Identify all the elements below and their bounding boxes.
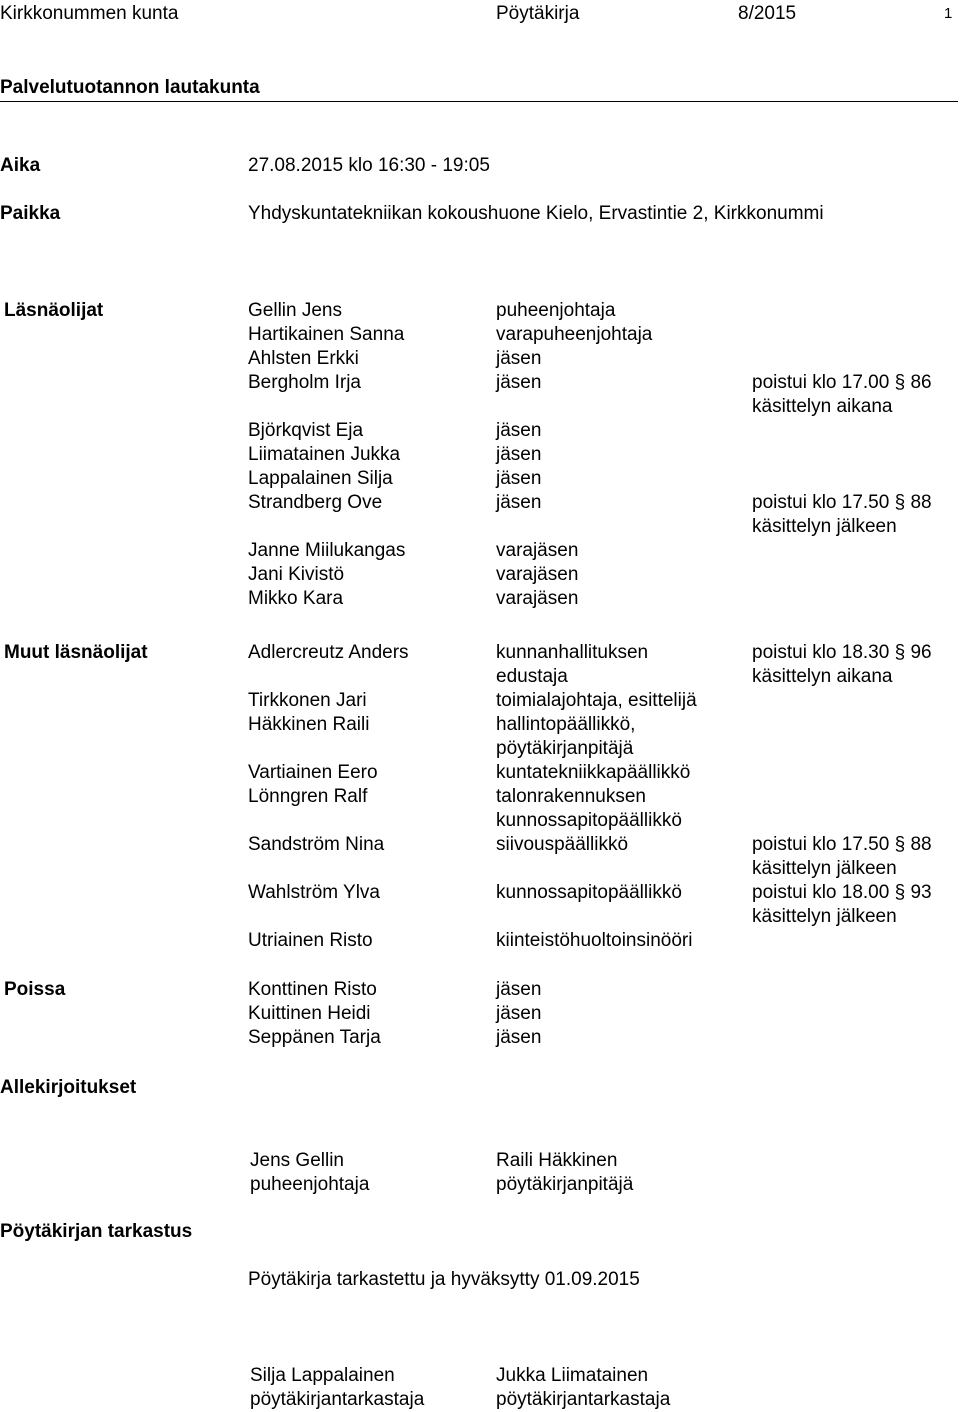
absent-label: Poissa <box>4 979 66 1000</box>
member-note: poistui klo 17.50 § 88 <box>752 492 932 513</box>
absent-name: Kuittinen Heidi <box>248 1003 371 1024</box>
chair-signature-name: Jens Gellin <box>250 1150 344 1171</box>
member-note-cont: käsittelyn aikana <box>752 396 893 417</box>
member-role: jäsen <box>496 348 542 369</box>
review-statement: Pöytäkirja tarkastettu ja hyväksytty 01.09.2015 <box>248 1269 640 1290</box>
attendee-name: Häkkinen Raili <box>248 714 370 735</box>
reviewer2-name: Jukka Liimatainen <box>496 1365 649 1386</box>
place-value: Yhdyskuntatekniikan kokoushuone Kielo, Ervastintie 2, Kirkkonummi <box>248 203 824 224</box>
attendee-role: kunnossapitopäällikkö <box>496 882 682 903</box>
secretary-signature-title: pöytäkirjanpitäjä <box>496 1174 634 1195</box>
attendee-note: poistui klo 17.50 § 88 <box>752 834 932 855</box>
attendee-role: kuntatekniikkapäällikkö <box>496 762 691 783</box>
attendee-name: Vartiainen Eero <box>248 762 378 783</box>
absent-name: Konttinen Risto <box>248 979 377 1000</box>
member-name: Lappalainen Silja <box>248 468 393 489</box>
absent-name: Seppänen Tarja <box>248 1027 381 1048</box>
member-name: Ahlsten Erkki <box>248 348 359 369</box>
member-name: Bergholm Irja <box>248 372 361 393</box>
member-name: Björkqvist Eja <box>248 420 364 441</box>
reviewer1-title: pöytäkirjantarkastaja <box>250 1389 425 1410</box>
member-role: puheenjohtaja <box>496 300 616 321</box>
member-name: Strandberg Ove <box>248 492 383 513</box>
attendee-note: poistui klo 18.30 § 96 <box>752 642 932 663</box>
member-role: jäsen <box>496 468 542 489</box>
attendee-note-cont: käsittelyn aikana <box>752 666 893 687</box>
attendee-name: Sandström Nina <box>248 834 385 855</box>
member-name: Liimatainen Jukka <box>248 444 401 465</box>
page-number: 1 <box>944 5 953 22</box>
attendee-role-cont: kunnossapitopäällikkö <box>496 810 682 831</box>
attendee-role-cont: edustaja <box>496 666 568 687</box>
attendee-role: kunnanhallituksen <box>496 642 649 663</box>
attendee-role: hallintopäällikkö, <box>496 714 636 735</box>
secretary-signature-name: Raili Häkkinen <box>496 1150 618 1171</box>
member-role: varajäsen <box>496 588 579 609</box>
member-name: Gellin Jens <box>248 300 342 321</box>
attendee-note-cont: käsittelyn jälkeen <box>752 858 897 879</box>
member-note: poistui klo 17.00 § 86 <box>752 372 932 393</box>
header-divider <box>0 101 958 102</box>
attendee-role: talonrakennuksen <box>496 786 646 807</box>
attendee-name: Utriainen Risto <box>248 930 373 951</box>
committee-name: Palvelutuotannon lautakunta <box>0 77 260 98</box>
document-type: Pöytäkirja <box>496 3 580 24</box>
attendee-note-cont: käsittelyn jälkeen <box>752 906 897 927</box>
document-number: 8/2015 <box>738 3 797 24</box>
time-value: 27.08.2015 klo 16:30 - 19:05 <box>248 155 490 176</box>
attendee-role: toimialajohtaja, esittelijä <box>496 690 697 711</box>
attendee-name: Tirkkonen Jari <box>248 690 367 711</box>
absent-role: jäsen <box>496 1003 542 1024</box>
attendee-role: kiinteistöhuoltoinsinööri <box>496 930 693 951</box>
attendee-name: Wahlström Ylva <box>248 882 380 903</box>
present-label: Läsnäolijat <box>4 300 104 321</box>
time-label: Aika <box>0 155 41 176</box>
attendee-role-cont: pöytäkirjanpitäjä <box>496 738 634 759</box>
municipality-name: Kirkkonummen kunta <box>0 3 179 24</box>
place-label: Paikka <box>0 203 61 224</box>
attendee-role: siivouspäällikkö <box>496 834 629 855</box>
attendee-name: Lönngren Ralf <box>248 786 368 807</box>
attendee-note: poistui klo 18.00 § 93 <box>752 882 932 903</box>
absent-role: jäsen <box>496 979 542 1000</box>
member-name: Jani Kivistö <box>248 564 345 585</box>
member-note-cont: käsittelyn jälkeen <box>752 516 897 537</box>
member-role: varajäsen <box>496 564 579 585</box>
member-role: jäsen <box>496 444 542 465</box>
attendee-name: Adlercreutz Anders <box>248 642 409 663</box>
member-name: Hartikainen Sanna <box>248 324 405 345</box>
review-label: Pöytäkirjan tarkastus <box>0 1221 193 1242</box>
member-role: jäsen <box>496 420 542 441</box>
reviewer1-name: Silja Lappalainen <box>250 1365 395 1386</box>
absent-role: jäsen <box>496 1027 542 1048</box>
chair-signature-title: puheenjohtaja <box>250 1174 370 1195</box>
member-name: Mikko Kara <box>248 588 344 609</box>
member-role: jäsen <box>496 372 542 393</box>
member-role: jäsen <box>496 492 542 513</box>
others-label: Muut läsnäolijat <box>4 642 148 663</box>
member-name: Janne Miilukangas <box>248 540 406 561</box>
member-role: varajäsen <box>496 540 579 561</box>
reviewer2-title: pöytäkirjantarkastaja <box>496 1389 671 1410</box>
signatures-label: Allekirjoitukset <box>0 1077 137 1098</box>
member-role: varapuheenjohtaja <box>496 324 653 345</box>
